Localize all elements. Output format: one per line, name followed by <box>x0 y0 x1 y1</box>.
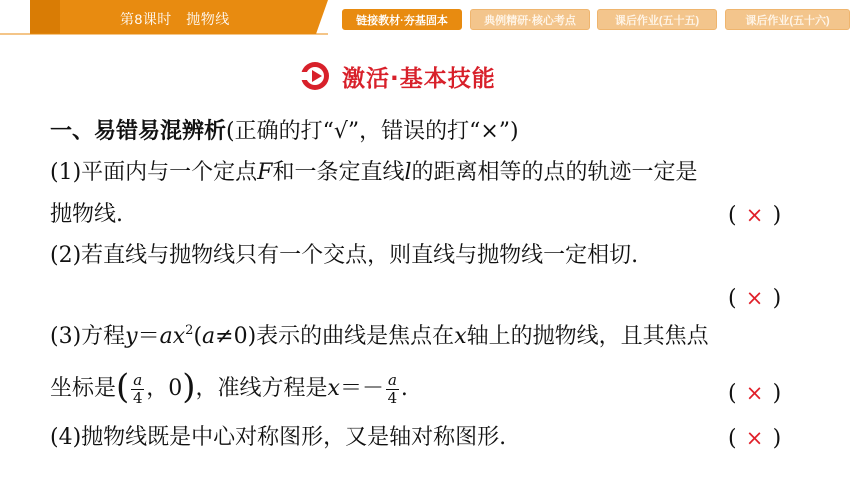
exercise-instruction: (正确的打“√”，错误的打“×”) <box>226 119 519 144</box>
item-4-line-1 <box>50 423 506 453</box>
item-1-line-1 <box>50 158 698 188</box>
item-3-big-paren-open: ( <box>116 367 130 407</box>
item-1-answer-open: ( <box>728 203 737 228</box>
item-3-answer-open: ( <box>728 381 737 406</box>
item-3-answer <box>728 378 781 409</box>
item-2-answer-mark: × <box>745 286 764 310</box>
item-3-var-y: y <box>125 324 138 349</box>
item-2-answer-open: ( <box>728 286 737 311</box>
lesson-title-tab[interactable] <box>0 0 328 36</box>
tab-textbook-link[interactable] <box>342 9 462 30</box>
item-2-answer-close: ) <box>772 286 782 311</box>
item-3-cond-open: ( <box>193 324 203 349</box>
exercise-heading-line <box>50 117 519 147</box>
item-3-var-x2: x <box>327 376 340 401</box>
item-1-line-2 <box>50 200 123 230</box>
item-3-text-d: ，准线方程是 <box>195 376 328 401</box>
item-1-text-c: 的距离相等的点的轨迹一定是 <box>411 160 698 185</box>
item-1-var-f: F <box>257 160 273 185</box>
item-4-answer-open: ( <box>728 426 737 451</box>
section-title: 激活·基本技能 <box>342 65 496 92</box>
item-1-var-l: l <box>404 160 412 185</box>
item-3-rhs: ＝－ <box>339 376 384 401</box>
item-3-coord-rest: ，0 <box>146 376 183 401</box>
item-3-cond-a: a <box>202 324 216 349</box>
item-3-var-x: x <box>454 324 467 349</box>
item-3-text-a: 表示的曲线是焦点在 <box>256 324 455 349</box>
item-3-period: . <box>400 376 408 401</box>
item-3-cond-rest: ≠0) <box>215 324 257 349</box>
item-3-frac1-numerator: a <box>133 370 143 389</box>
item-3-answer-close: ) <box>772 381 782 406</box>
item-3-line-1 <box>50 322 709 352</box>
item-3-text-c: 坐标是 <box>50 376 117 401</box>
item-1-text-d: 抛物线. <box>50 202 123 227</box>
item-3-frac1-denominator: 4 <box>132 388 143 407</box>
item-3-text-b: 轴上的抛物线，且其焦点 <box>466 324 709 349</box>
top-navigation-bar <box>0 0 860 36</box>
item-3-equals: ＝ <box>137 324 160 349</box>
tab-typical-examples-label: 典例精研·核心考点 <box>484 14 576 27</box>
item-1-answer-mark: × <box>745 203 764 227</box>
item-3-frac2-denominator: 4 <box>387 388 398 407</box>
tab-homework-55-label: 课后作业(五十五) <box>614 14 700 27</box>
item-3-prefix: (3)方程 <box>50 324 126 349</box>
tab-homework-56-label: 课后作业(五十六) <box>745 14 830 27</box>
tab-textbook-link-label: 链接教材·夯基固本 <box>356 14 448 27</box>
item-2-answer <box>728 283 781 314</box>
tab-homework-56[interactable] <box>725 9 850 30</box>
item-3-line-2 <box>50 367 408 407</box>
tab-homework-55[interactable] <box>597 9 717 30</box>
item-3-fraction-2 <box>386 370 399 407</box>
item-3-fraction-1 <box>131 370 144 407</box>
item-4-answer-mark: × <box>745 426 764 450</box>
tab-typical-examples[interactable] <box>470 9 590 30</box>
item-1-answer-close: ) <box>772 203 782 228</box>
item-4-answer-close: ) <box>772 426 782 451</box>
item-3-big-paren-close: ) <box>182 367 196 407</box>
item-3-power: 2 <box>185 323 194 338</box>
lesson-title: 第8课时 抛物线 <box>120 11 230 27</box>
item-1-text-b: 和一条定直线 <box>272 160 405 185</box>
item-3-frac2-numerator: a <box>387 370 397 389</box>
item-4-answer <box>728 423 781 454</box>
play-circle-icon <box>300 61 330 91</box>
item-1-answer <box>728 200 781 231</box>
item-1-text-a: (1)平面内与一个定点 <box>50 160 258 185</box>
item-2-line-1 <box>50 241 638 271</box>
section-heading <box>300 58 496 94</box>
item-4-text: (4)抛物线既是中心对称图形，又是轴对称图形. <box>50 425 507 450</box>
exercise-heading: 一、易错易混辨析 <box>50 119 227 144</box>
item-3-answer-mark: × <box>745 381 764 405</box>
item-3-var-ax: ax <box>159 324 186 349</box>
item-2-text: (2)若直线与抛物线只有一个交点，则直线与抛物线一定相切. <box>50 243 639 268</box>
